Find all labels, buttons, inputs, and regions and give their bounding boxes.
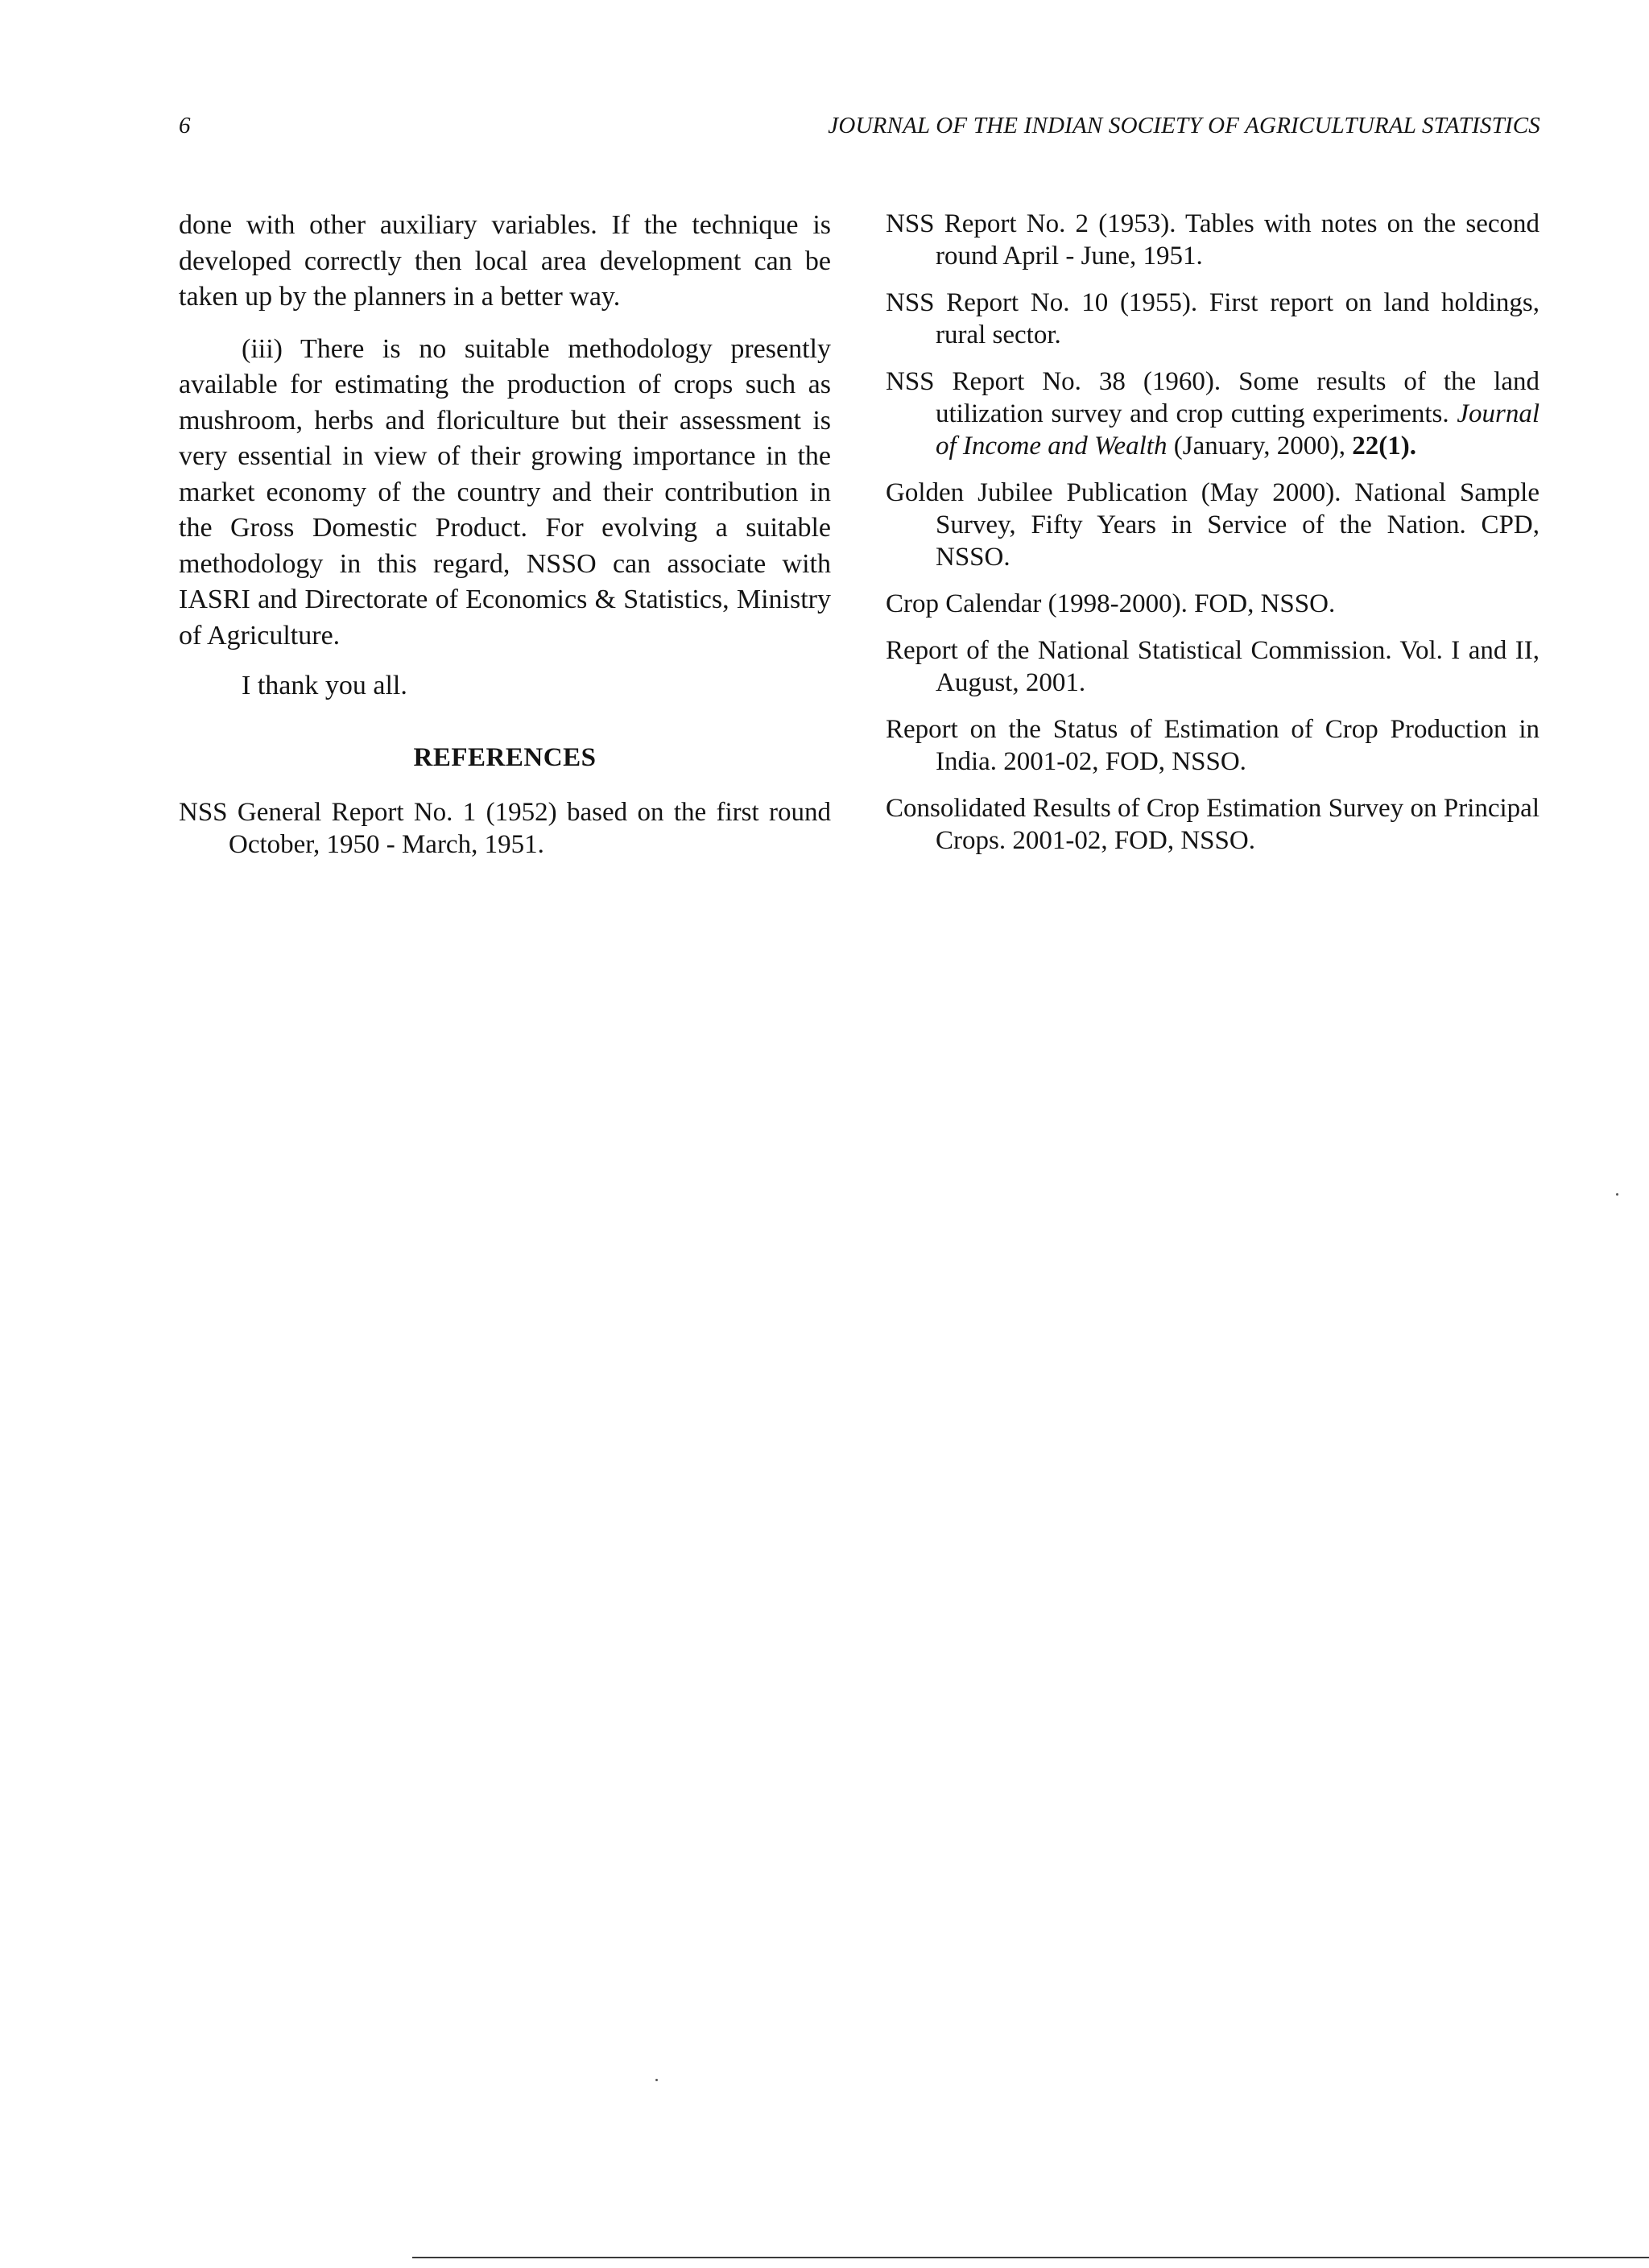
right-column [886,208,1539,857]
reference-item [886,366,1539,462]
reference-item: Report of the National Statistical Commission. Vol. I and II, August, 2001. [886,636,1539,697]
left-column [179,208,831,861]
reference-item: NSS Report No. 10 (1955). First report on land holdings, rural sector. [886,288,1539,349]
body-paragraph: done with other auxiliary variables. If the technique is developed correctly then local area development can be taken up by the planners in a better way. [179,210,831,312]
running-header: JOURNAL OF THE INDIAN SOCIETY OF AGRICULTURAL STATISTICS [828,113,1540,138]
closing-line: I thank you all. [242,671,407,700]
reference-text: NSS Report No. 38 (1960). Some results of the land utilization survey and crop cutting experiments. [886,367,1539,428]
reference-date: (January, 2000), [1173,432,1345,461]
bottom-rule [412,2257,1649,2258]
references-heading: REFERENCES [413,742,597,772]
reference-item: Consolidated Results of Crop Estimation Survey on Principal Crops. 2001-02, FOD, NSSO. [886,794,1539,855]
reference-item: Crop Calendar (1998-2000). FOD, NSSO. [886,589,1336,618]
journal-title: Journal of Income and Wealth [936,399,1540,461]
reference-item: NSS General Report No. 1 (1952) based on the first round October, 1950 - March, 1951. [179,798,831,859]
scan-speck [655,2079,658,2081]
volume-number: 22(1) [1352,432,1410,461]
reference-item: Golden Jubilee Publication (May 2000). National Sample Survey, Fifty Years in Service of the Nation. CPD, NSSO. [886,478,1539,572]
body-paragraph: (iii) There is no suitable methodology presently available for estimating the production of crops such as mushroom, herbs and floriculture but their assessment is very essential in view of their growing importance in the market economy of the country and their contribution in the Gross Domestic Product. For evolving a suitable methodology in this regard, NSSO can associate with IASRI and Directorate of Economics & Statistics, Ministry of Agriculture. [179,333,831,651]
reference-item: Report on the Status of Estimation of Crop Production in India. 2001-02, FOD, NSSO. [886,715,1539,776]
reference-item: NSS Report No. 2 (1953). Tables with notes on the second round April - June, 1951. [886,209,1539,271]
scan-speck [1616,1193,1618,1196]
page-number: 6 [179,113,191,138]
reference-end: . [1409,432,1416,461]
